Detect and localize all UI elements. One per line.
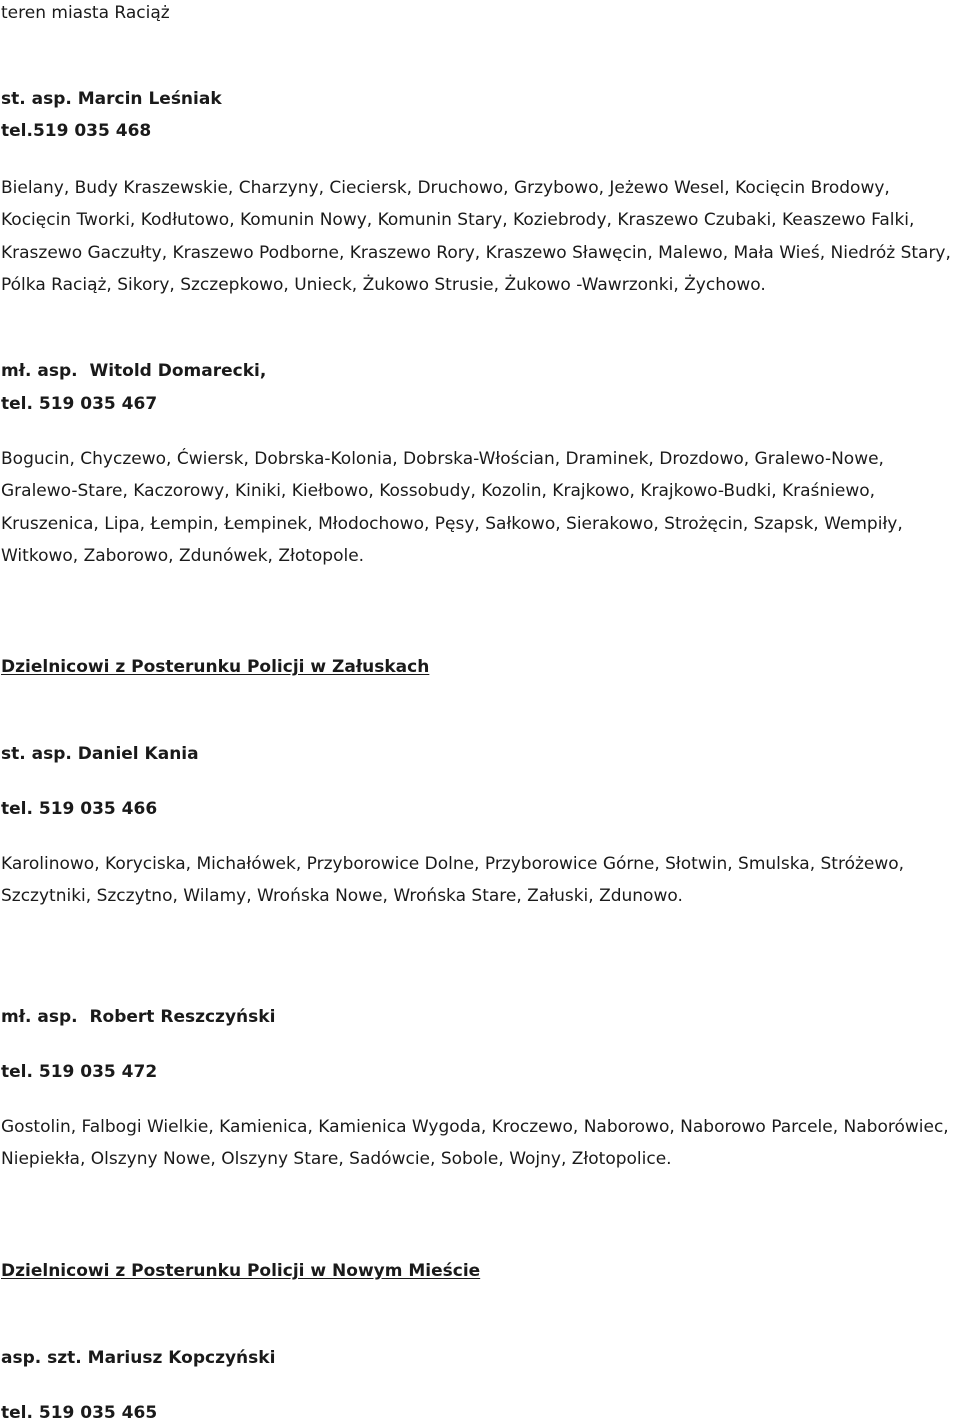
officer-phone: tel. 519 035 467 — [1, 394, 158, 414]
officer-phone: tel. 519 035 472 — [1, 1062, 158, 1082]
officer-name: st. asp. Daniel Kania — [1, 744, 199, 764]
officer-area-list: Bielany, Budy Kraszewskie, Charzyny, Cieciersk, Druchowo, Grzybowo, Jeżewo Wesel, Kocięcin Brodowy, Kocięcin Tworki, Kodłutowo, Komunin Nowy, Komunin Stary, Koziebrody, Kraszewo Czubaki, Keaszewo Falki, Kraszewo Gaczułty, Kraszewo Podborne, Kraszewo Rory, Kraszewo Sławęcin, Malewo, Mała Wieś, Niedróż Stary, Pólka Raciąż, Sikory, Szczepkowo, Unieck, Żukowo Strusie, Żukowo -Wawrzonki, Żychowo. — [1, 178, 951, 296]
officer-phone: tel. 519 035 466 — [1, 799, 158, 819]
officer-name: mł. asp. Witold Domarecki, — [1, 361, 267, 381]
officer-phone: tel. 519 035 465 — [1, 1403, 158, 1423]
officer-name: st. asp. Marcin Leśniak — [1, 89, 222, 109]
section-heading-zaluski: Dzielnicowi z Posterunku Policji w Załuskach — [1, 657, 430, 677]
officer-area-list: Karolinowo, Koryciska, Michałówek, Przyborowice Dolne, Przyborowice Górne, Słotwin, Smulska, Stróżewo, Szczytniki, Szczytno, Wilamy, Wrońska Nowe, Wrońska Stare, Załuski, Zdunowo. — [1, 854, 905, 907]
officer-area-list: Bogucin, Chyczewo, Ćwiersk, Dobrska-Kolonia, Dobrska-Włościan, Draminek, Drozdowo, Gralewo-Nowe, Gralewo-Stare, Kaczorowy, Kiniki, Kiełbowo, Kossobudy, Kozolin, Krajkowo, Krajkowo-Budki, Kraśniewo, Kruszenica, Lipa, Łempin, Łempinek, Młodochowo, Pęsy, Sałkowo, Sierakowo, Strożęcin, Szapsk, Wempiły, Witkowo, Zaborowo, Zdunówek, Złotopole. — [1, 449, 903, 567]
officer-name: mł. asp. Robert Reszczyński — [1, 1007, 276, 1027]
section-heading-nowe-miasto: Dzielnicowi z Posterunku Policji w Nowym Mieście — [1, 1261, 481, 1281]
intro-area-text: teren miasta Raciąż — [1, 3, 170, 23]
officer-phone: tel.519 035 468 — [1, 121, 152, 141]
officer-name: asp. szt. Mariusz Kopczyński — [1, 1348, 276, 1368]
officer-area-list: Gostolin, Falbogi Wielkie, Kamienica, Kamienica Wygoda, Kroczewo, Naborowo, Naborowo Parcele, Naborówiec, Niepiekła, Olszyny Nowe, Olszyny Stare, Sadówcie, Sobole, Wojny, Złotopolice. — [1, 1117, 949, 1170]
